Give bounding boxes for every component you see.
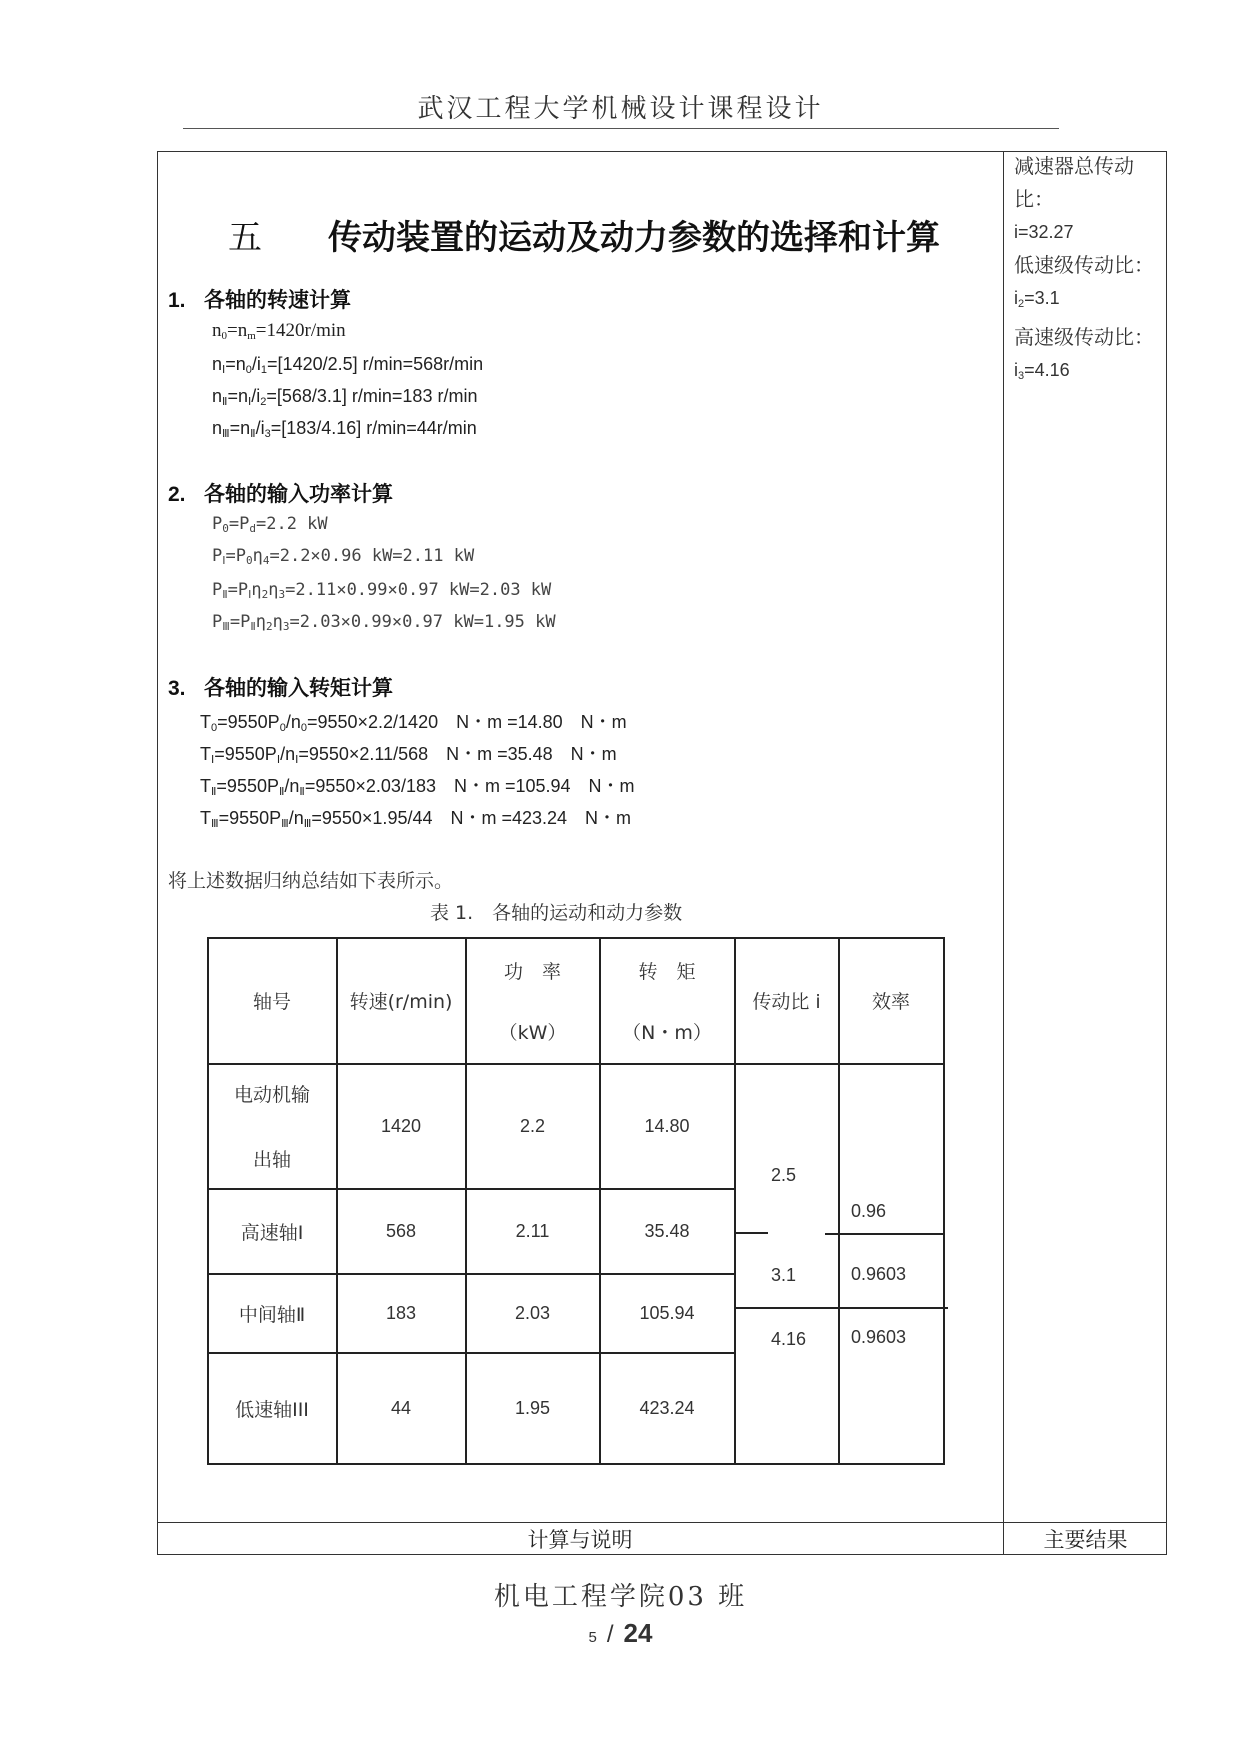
results-column <box>1014 150 1164 393</box>
header-power-line1: 功 率 <box>503 960 561 983</box>
page-header-title: 武汉工程大学机械设计课程设计 <box>417 94 824 124</box>
formula-p3: $P_Ⅲ=P_Ⅱ\eta_2\eta_3=2.03\times 0.99\times 0.97$ kW=1.95 kW <box>212 612 556 633</box>
total-ratio-label-2: 比： <box>1014 187 1054 211</box>
header-torque-line1: 转 矩 <box>638 960 696 983</box>
header-ratio: 传动比 i <box>752 991 821 1013</box>
torque-heading <box>168 672 393 702</box>
header-rule <box>183 128 1059 129</box>
frame-divider-vertical <box>1003 151 1004 1555</box>
page-separator: / <box>606 1621 614 1648</box>
power-heading-number: 2. <box>168 483 186 506</box>
ratio-stage-1: 2.5 <box>771 1164 797 1185</box>
ratio-stage-2: 3.1 <box>771 1264 797 1285</box>
page-current: 5 <box>588 1629 597 1646</box>
formula-n2: $n_Ⅱ=n_Ⅰ/i_2=[568/3.1]$ r/min=183 r/min <box>212 386 478 408</box>
row-intermediate-torque: 105.94 <box>639 1302 695 1323</box>
row-low-speed-power: 1.95 <box>514 1397 551 1418</box>
efficiency-stage-1: 0.96 <box>851 1200 887 1221</box>
row-motor-name-line1: 电动机输 <box>233 1084 310 1106</box>
formula-t1: $T_Ⅰ=9550P_Ⅰ/n_Ⅰ=9550\times 2.11/568$ N・m =35.48 N・m <box>200 744 617 766</box>
ratio-stage-3: 4.16 <box>771 1328 807 1349</box>
table-line <box>734 1307 945 1309</box>
frame-divider-horizontal <box>157 1522 1167 1523</box>
row-low-speed-name: 低速轴III <box>235 1398 309 1421</box>
formula-p0: $P_0=P_d=2.2$ kW <box>212 514 328 535</box>
efficiency-stage-2: 0.9603 <box>851 1263 907 1284</box>
header-speed: 转速(r/min) <box>349 991 453 1013</box>
high-stage-ratio-label: 高速级传动比： <box>1014 325 1154 349</box>
section-number: 五 <box>228 218 262 258</box>
header-torque-line2: （N・m） <box>622 1021 712 1044</box>
formula-p1: $P_Ⅰ=P_0\eta_4=2.2\times 0.96$ kW=2.11 kW <box>212 546 475 567</box>
formula-n0: $n_0=n_m=1420r/\min$ <box>212 320 346 342</box>
total-ratio-value: i=32.27 <box>1014 222 1074 242</box>
row-motor-power: 2.2 <box>519 1115 546 1136</box>
footer-cell-calculation: 计算与说明 <box>527 1528 633 1552</box>
table-caption: 表 1. 各轴的运动和动力参数 <box>430 902 683 924</box>
header-power-line2: （kW） <box>498 1021 567 1044</box>
row-intermediate-power: 2.03 <box>514 1302 551 1323</box>
formula-p2: $P_Ⅱ=P_Ⅰ\eta_2\eta_3=2.11\times 0.99\times 0.97$ kW=2.03 kW <box>212 580 552 601</box>
section-title-text: 传动装置的运动及动力参数的选择和计算 <box>328 218 940 258</box>
table-line <box>734 1232 768 1234</box>
page-footer-text: 机电工程学院03 班 <box>493 1582 748 1612</box>
speed-heading <box>168 284 351 314</box>
row-motor-speed: 1420 <box>380 1115 422 1136</box>
summary-text: 将上述数据归纳总结如下表所示。 <box>168 870 454 892</box>
power-heading <box>168 478 393 508</box>
formula-n3: $n_Ⅲ=n_Ⅱ/i_3=[183/4.16]$ r/min=44r/min <box>212 418 477 440</box>
table-line <box>207 1463 945 1465</box>
formula-t3: $T_Ⅲ=9550P_Ⅲ/n_Ⅲ=9550\times 1.95/44$ N・m =423.24 N・m <box>200 808 632 830</box>
row-motor-name <box>208 1064 336 1188</box>
table-line <box>943 937 945 1464</box>
page-number <box>0 1618 1241 1649</box>
total-ratio-label-1: 减速器总传动 <box>1014 154 1134 178</box>
table-line <box>838 1233 945 1235</box>
row-intermediate-speed: 183 <box>385 1302 417 1323</box>
torque-heading-number: 3. <box>168 677 186 700</box>
speed-heading-text: 各轴的转速计算 <box>204 288 351 312</box>
header-torque <box>600 938 734 1063</box>
header-shaft: 轴号 <box>252 991 291 1013</box>
footer-cell-results: 主要结果 <box>1043 1528 1128 1552</box>
row-high-speed-power: 2.11 <box>515 1220 550 1241</box>
speed-heading-number: 1. <box>168 289 186 312</box>
header-efficiency: 效率 <box>871 991 910 1013</box>
page-total: 24 <box>623 1618 653 1648</box>
row-high-speed-speed: 568 <box>385 1220 417 1241</box>
high-stage-ratio-value: $i_3=4.16$ <box>1014 360 1070 382</box>
row-high-speed-torque: 35.48 <box>644 1220 690 1241</box>
torque-heading-text: 各轴的输入转矩计算 <box>204 676 393 700</box>
row-intermediate-name: 中间轴Ⅱ <box>238 1303 306 1326</box>
section-title <box>228 210 940 259</box>
header-power <box>466 938 599 1063</box>
row-high-speed-name: 高速轴Ⅰ <box>240 1221 304 1244</box>
row-motor-torque: 14.80 <box>644 1115 690 1136</box>
formula-t2: $T_Ⅱ=9550P_Ⅱ/n_Ⅱ=9550\times 2.03/183$ N・m =105.94 N・m <box>200 776 635 798</box>
row-motor-name-line2: 出轴 <box>252 1149 291 1171</box>
low-stage-ratio-label: 低速级传动比： <box>1014 253 1154 277</box>
formula-t0: $T_0=9550P_0/n_0=9550\times 2.2/1420$ N・m =14.80 N・m <box>200 712 627 734</box>
row-low-speed-speed: 44 <box>390 1397 412 1418</box>
row-low-speed-torque: 423.24 <box>639 1397 695 1418</box>
formula-n1: $n_Ⅰ=n_0/i_1=[1420/2.5]$ r/min=568r/min <box>212 354 484 376</box>
low-stage-ratio-value: $i_2=3.1$ <box>1014 288 1060 310</box>
efficiency-stage-3: 0.9603 <box>851 1326 907 1347</box>
power-heading-text: 各轴的输入功率计算 <box>204 482 393 506</box>
